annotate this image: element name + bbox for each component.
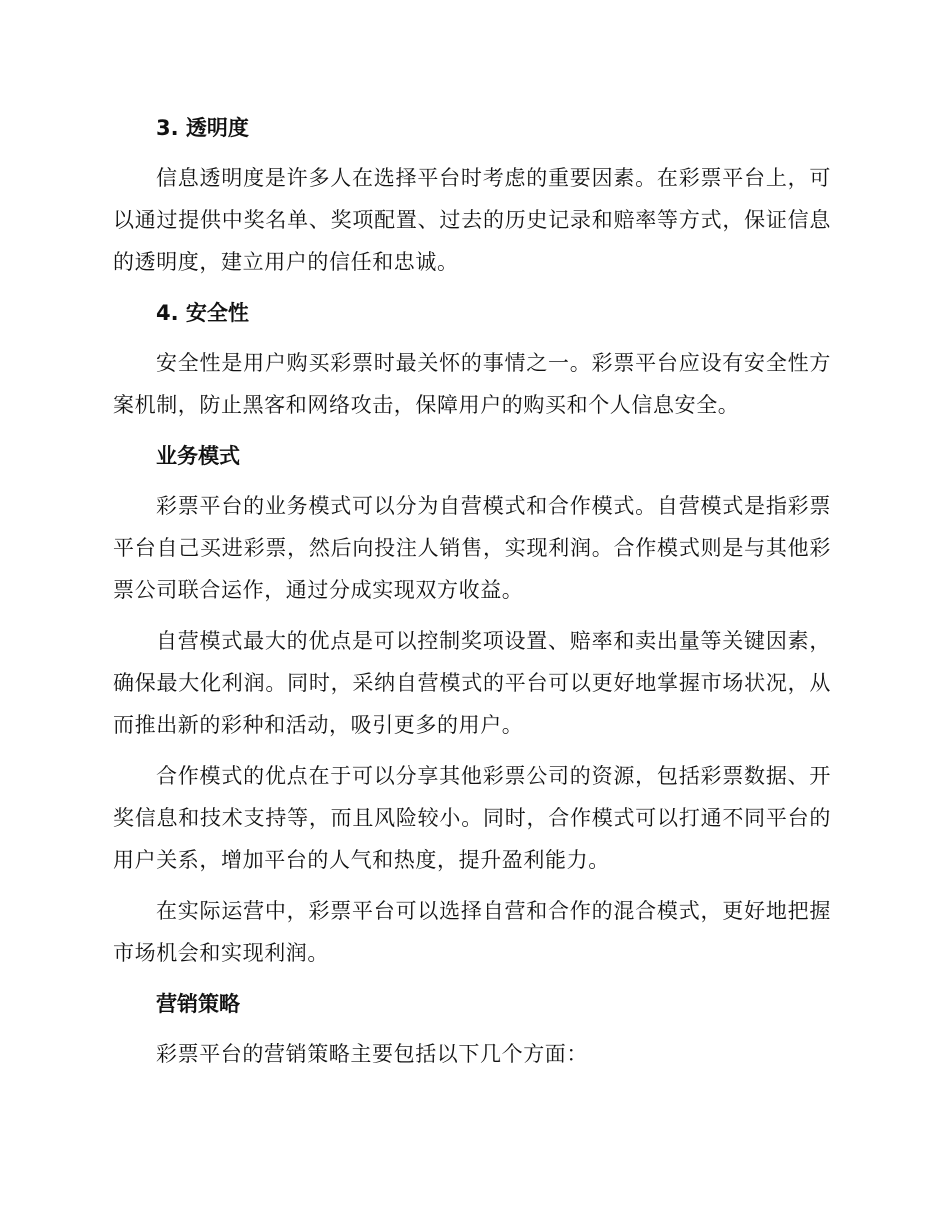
section-heading-transparency: 3. 透明度 bbox=[156, 116, 249, 140]
paragraph-cooperation-model: 合作模式的优点在于可以分享其他彩票公司的资源，包括彩票数据、开奖信息和技术支持等，而且风险较小。同时，合作模式可以打通不同平台的用户关系，增加平台的人气和热度，提升盈利能力。 bbox=[113, 764, 831, 872]
paragraph-business-model-overview: 彩票平台的业务模式可以分为自营模式和合作模式。自营模式是指彩票平台自己买进彩票，然后向投注人销售，实现利润。合作模式则是与其他彩票公司联合运作，通过分成实现双方收益。 bbox=[113, 494, 831, 602]
document-body bbox=[113, 107, 831, 1084]
section-heading-business-model: 业务模式 bbox=[156, 444, 240, 468]
section-heading-marketing-strategy: 营销策略 bbox=[156, 992, 240, 1016]
paragraph-transparency: 信息透明度是许多人在选择平台时考虑的重要因素。在彩票平台上，可以通过提供中奖名单、奖项配置、过去的历史记录和赔率等方式，保证信息的透明度，建立用户的信任和忠诚。 bbox=[113, 166, 831, 274]
paragraph-security: 安全性是用户购买彩票时最关怀的事情之一。彩票平台应设有安全性方案机制，防止黑客和网络攻击，保障用户的购买和个人信息安全。 bbox=[113, 351, 831, 417]
paragraph-self-operated-model: 自营模式最大的优点是可以控制奖项设置、赔率和卖出量等关键因素，确保最大化利润。同时，采纳自营模式的平台可以更好地掌握市场状况，从而推出新的彩种和活动，吸引更多的用户。 bbox=[113, 629, 831, 737]
section-heading-security: 4. 安全性 bbox=[156, 301, 249, 325]
paragraph-hybrid-model: 在实际运营中，彩票平台可以选择自营和合作的混合模式，更好地把握市场机会和实现利润。 bbox=[113, 899, 831, 965]
paragraph-marketing-strategy: 彩票平台的营销策略主要包括以下几个方面： bbox=[156, 1042, 588, 1066]
